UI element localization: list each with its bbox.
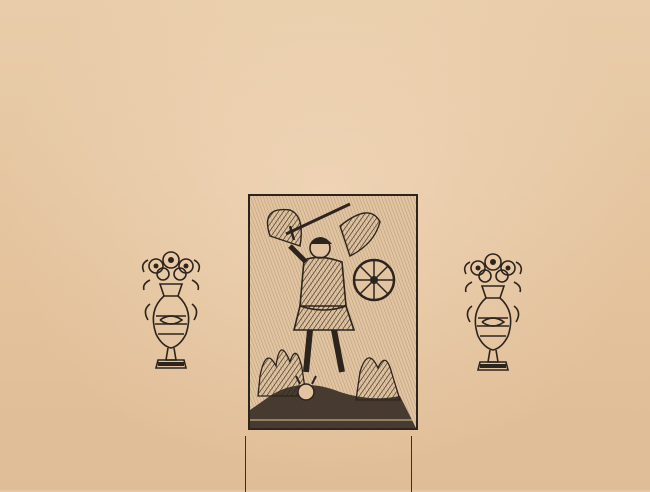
vase-right-illustration bbox=[460, 252, 526, 387]
ornamental-border-top bbox=[58, 69, 596, 87]
ornamental-border-right bbox=[581, 90, 595, 490]
column-divider-2 bbox=[411, 436, 412, 492]
ornamental-border-left bbox=[60, 90, 74, 490]
column-divider-1 bbox=[245, 436, 246, 492]
saint-michael-woodcut bbox=[248, 194, 418, 430]
vase-left-illustration bbox=[138, 250, 204, 385]
